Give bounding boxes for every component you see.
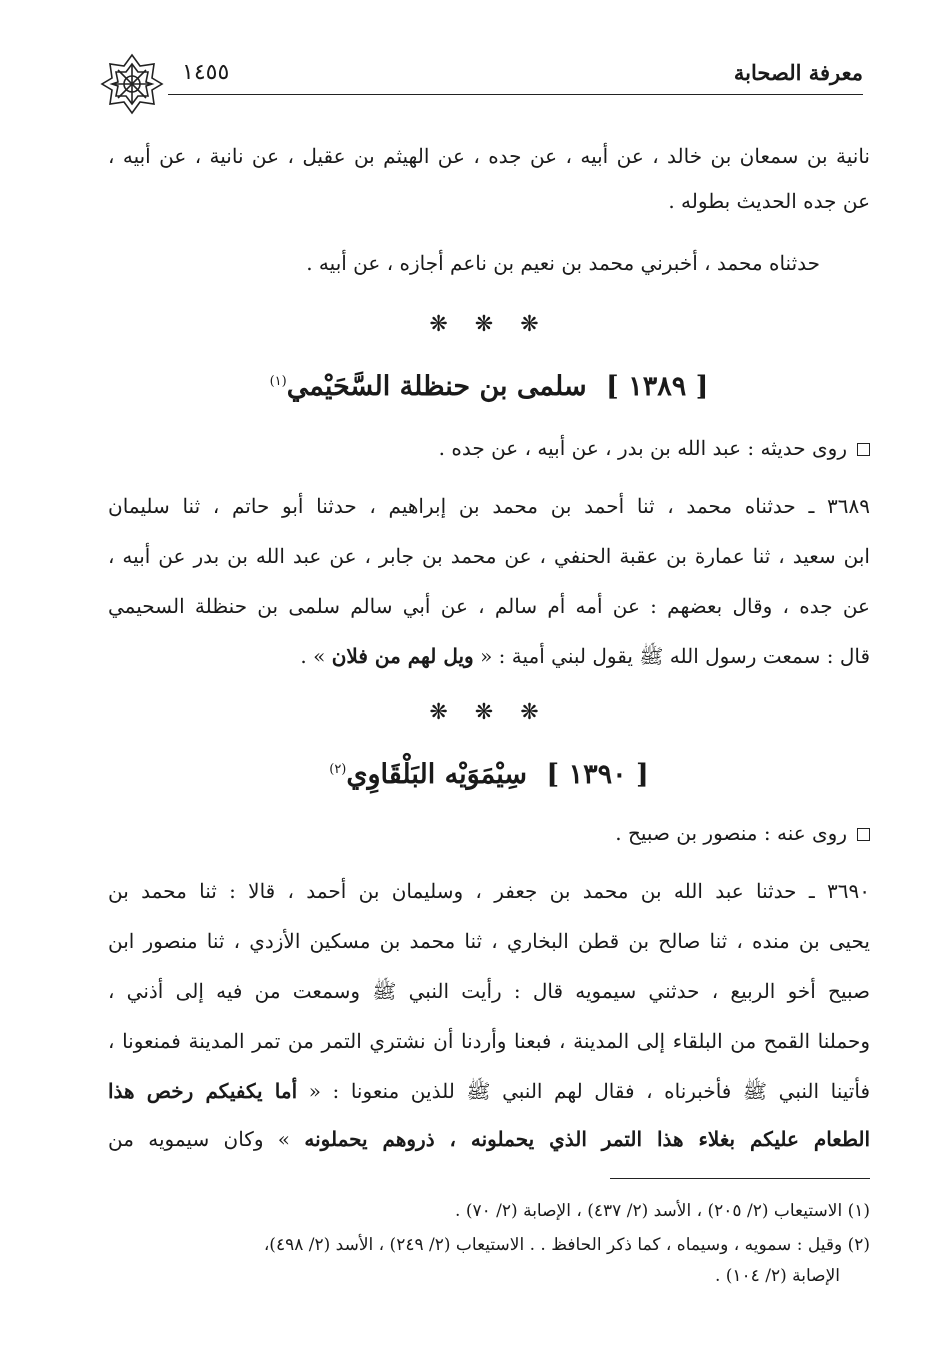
hadith-text: فأتينا النبي ﷺ فأخبرناه ، فقال لهم النبي ﷺ للذين منعونا : « (297, 1079, 871, 1103)
hadith-3690-line-5 (108, 1075, 870, 1107)
hadith-text-end: » . (300, 644, 332, 668)
section-separator: ❋ ❋ ❋ (429, 312, 549, 337)
book-title: معرفة الصحابة (733, 60, 863, 85)
footnote-2-line-2: الإصابة (٢/ ١٠٤) . (714, 1266, 840, 1286)
hadith-3690-line-4: وحملنا القمح من البلقاء إلى المدينة ، فبعنا وأردنا أن نشتري التمر من تمر المدينة فمنعونا ، (108, 1029, 870, 1053)
hadith-text: قال : سمعت رسول الله ﷺ يقول لبني أمية : « (473, 644, 870, 668)
intro-line-2: عن جده الحديث بطوله . (668, 189, 870, 213)
hadith-3689-line-3: عن جده ، وقال بعضهم : عن أمه أم سالم ، عن أبي سالم سلمى بن حنظلة السحيمي (108, 594, 870, 618)
narration-1390 (108, 817, 870, 849)
footnote-ref: (١) (269, 374, 287, 389)
entry-number: [ ١٣٨٩ ] (606, 371, 709, 402)
hadith-3690-line-6 (108, 1123, 870, 1155)
hadith-text-end: » وكان سيمويه من (108, 1127, 305, 1151)
hadith-3690-line-1: ٣٦٩٠ ـ حدثنا عبد الله بن محمد بن جعفر ، وسليمان بن أحمد ، قالا : ثنا محمد بن (108, 879, 870, 903)
intro-line-3: حدثناه محمد ، أخبرني محمد بن نعيم بن ناعم أجازه ، عن أبيه . (306, 251, 820, 275)
entry-name: سِيْمَوَيْه البَلْقَاوِي (346, 759, 527, 790)
footnote-rule (610, 1178, 870, 1179)
entry-title-1390 (108, 750, 870, 795)
footnote-1: (١) الاستيعاب (٢/ ٢٠٥) ، الأسد (٢/ ٤٣٧) ، الإصابة (٢/ ٧٠) . (455, 1201, 870, 1221)
page-body (108, 0, 870, 1355)
square-bullet-icon (857, 828, 870, 841)
square-bullet-icon (857, 443, 870, 456)
footnote-ref: (٢) (329, 762, 347, 777)
entry-number: [ ١٣٩٠ ] (546, 759, 649, 790)
entry-name: سلمى بن حنظلة السَّحَيْمي (286, 371, 587, 402)
hadith-3689-line-1: ٣٦٨٩ ـ حدثناه محمد ، ثنا أحمد بن محمد بن إبراهيم ، حدثنا أبو حاتم ، ثنا سليمان (108, 494, 870, 518)
hadith-3689-line-2: ابن سعيد ، ثنا عمارة بن عقبة الحنفي ، عن محمد بن جابر ، عن عبد الله بن بدر عن أبيه ، (108, 544, 870, 568)
hadith-3690-line-2: يحيى بن منده ، ثنا صالح بن قطن البخاري ، ثنا محمد بن مسكين الأزدي ، ثنا منصور ابن (108, 929, 870, 953)
hadith-quote: أما يكفيكم رخص هذا (108, 1079, 298, 1103)
footnote-2-line-1: (٢) وقيل : سمويه ، وسيماه ، كما ذكر الحافظ . . الاستيعاب (٢/ ٢٤٩) ، الأسد (٢/ ٤٩٨)، (263, 1235, 870, 1255)
hadith-3690-line-3: صبيح أخو الربيع ، حدثني سيمويه قال : رأيت النبي ﷺ وسمعت من فيه إلى أذني ، (108, 979, 870, 1003)
narration-text: روى عنه : منصور بن صبيح . (615, 821, 847, 845)
section-separator: ❋ ❋ ❋ (429, 700, 549, 725)
page-number: ١٤٥٥ (182, 60, 230, 85)
narration-1389 (108, 432, 870, 464)
hadith-quote: ويل لهم من فلان (331, 644, 474, 668)
hadith-3689-line-4 (108, 640, 870, 672)
intro-line-1: نانية بن سمعان بن خالد ، عن أبيه ، عن جده ، عن الهيثم بن عقيل ، عن نانية ، عن أبيه ، (108, 144, 870, 168)
narration-text: روى حديثه : عبد الله بن بدر ، عن أبيه ، عن جده . (438, 436, 847, 460)
hadith-quote: الطعام عليكم بغلاء هذا التمر الذي يحملونه ، ذروهم يحملونه (304, 1127, 870, 1151)
entry-title-1389 (108, 362, 870, 407)
